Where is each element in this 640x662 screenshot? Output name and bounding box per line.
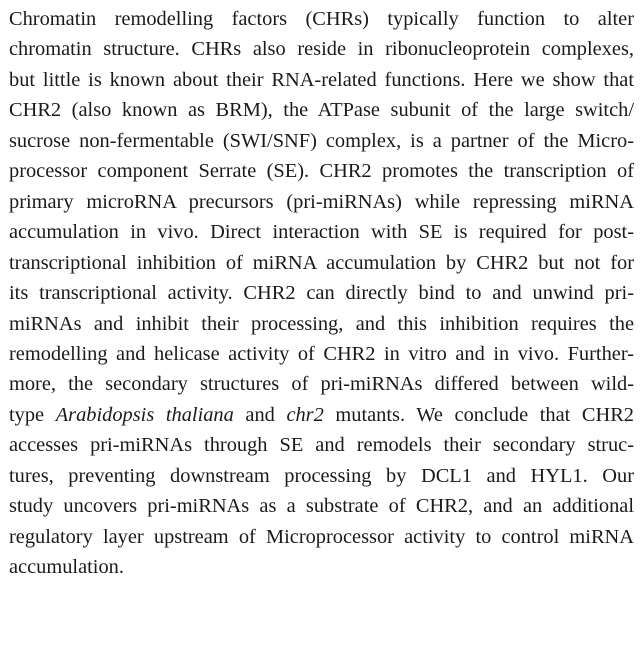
text-line-19: accumulation.: [9, 556, 124, 579]
text-line-7: primary microRNA precursors (pri-miRNAs) while repressing miRNA: [9, 190, 634, 213]
text-line-5: sucrose non-fermentable (SWI/SNF) complex, is a partner of the Micro-: [9, 129, 634, 152]
mutant-name: chr2: [286, 403, 324, 426]
text-line-11: miRNAs and inhibit their processing, and this inhibition requires the: [9, 312, 634, 335]
text-line-6: processor component Serrate (SE). CHR2 promotes the transcription of: [9, 160, 634, 183]
text-line-4: CHR2 (also known as BRM), the ATPase subunit of the large switch/: [9, 99, 634, 122]
text-line-10: its transcriptional activity. CHR2 can directly bind to and unwind pri-: [9, 282, 634, 305]
line-14-start: type: [9, 403, 56, 426]
text-line-8: accumulation in vivo. Direct interaction with SE is required for post-: [9, 221, 634, 244]
abstract-paragraph: [9, 4, 634, 583]
text-line-2: chromatin structure. CHRs also reside in ribonucleoprotein complexes,: [9, 38, 634, 61]
text-line-14: [9, 400, 634, 430]
text-line-13: more, the secondary structures of pri-miRNAs differed between wild-: [9, 373, 634, 396]
species-name: Arabidopsis thaliana: [55, 403, 234, 426]
text-line-16: tures, preventing downstream processing by DCL1 and HYL1. Our: [9, 464, 634, 487]
text-line-17: study uncovers pri-miRNAs as a substrate of CHR2, and an additional: [9, 495, 634, 518]
line-14-end: mutants. We conclude that CHR2: [323, 403, 634, 426]
text-line-1: Chromatin remodelling factors (CHRs) typically function to alter: [9, 8, 634, 30]
text-line-3: but little is known about their RNA-related functions. Here we show that: [9, 68, 634, 91]
text-line-12: remodelling and helicase activity of CHR2 in vitro and in vivo. Further-: [9, 342, 634, 365]
text-line-15: accesses pri-miRNAs through SE and remodels their secondary struc-: [9, 434, 634, 457]
line-14-connector: and: [233, 403, 287, 426]
text-line-18: regulatory layer upstream of Microprocessor activity to control miRNA: [9, 525, 634, 548]
text-line-9: transcriptional inhibition of miRNA accumulation by CHR2 but not for: [9, 251, 634, 274]
